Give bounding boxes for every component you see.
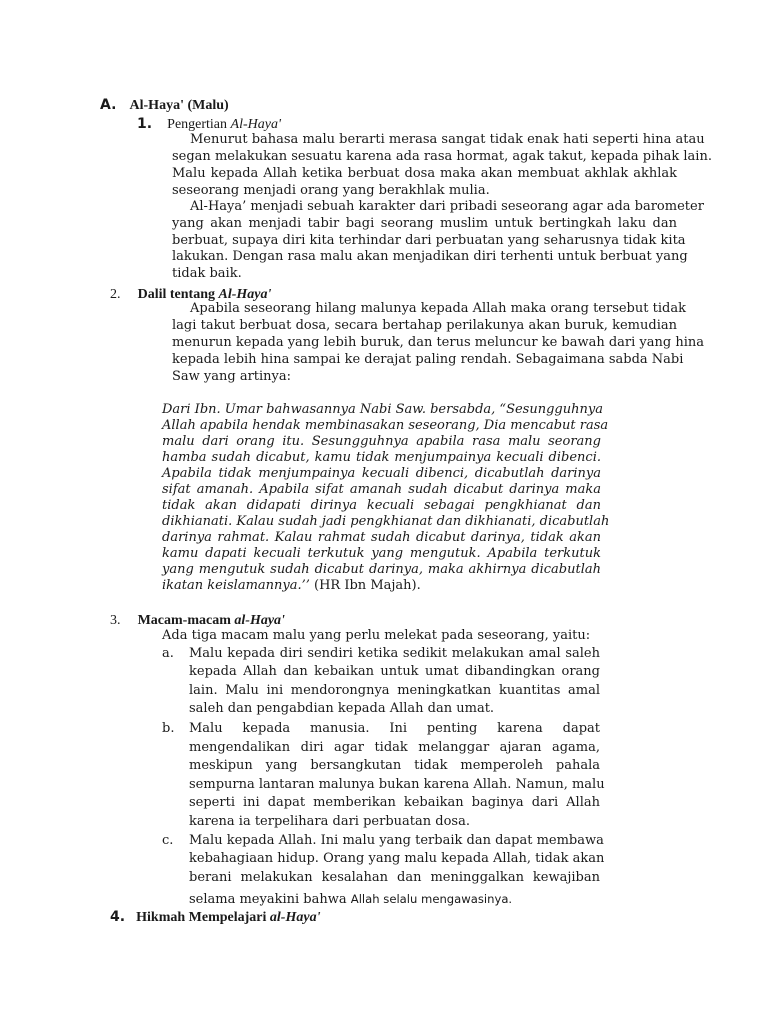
subsection-3-heading — [110, 609, 285, 629]
subsection-1-number: 1. — [137, 116, 153, 132]
section-a-heading — [100, 94, 229, 114]
subsection-3-intro: Ada tiga macam malu yang perlu melekat pada seseorang, yaitu: — [162, 628, 591, 643]
subsection-3-number: 3. — [110, 613, 121, 628]
section-a-title: Al-Haya' (Malu) — [129, 98, 229, 113]
subsection-4-title: Hikmah Mempelajari al-Haya' — [136, 910, 321, 925]
subsection-3-title: Macam-macam al-Haya' — [137, 613, 285, 628]
subsection-4-heading — [110, 906, 320, 926]
list-marker: b. — [162, 721, 175, 736]
hadith-source: (HR Ibn Majah). — [309, 578, 421, 593]
subsection-1-heading — [137, 113, 281, 133]
subsection-2-heading — [110, 283, 271, 303]
list-marker: a. — [162, 646, 174, 661]
list-marker: c. — [162, 833, 174, 848]
subsection-4-number: 4. — [110, 909, 126, 925]
subsection-1-title: Pengertian Al-Haya' — [167, 117, 281, 132]
subsection-2-title: Dalil tentang Al-Haya' — [137, 287, 272, 302]
section-a-marker: A. — [100, 97, 117, 113]
subsection-2-number: 2. — [110, 287, 121, 302]
